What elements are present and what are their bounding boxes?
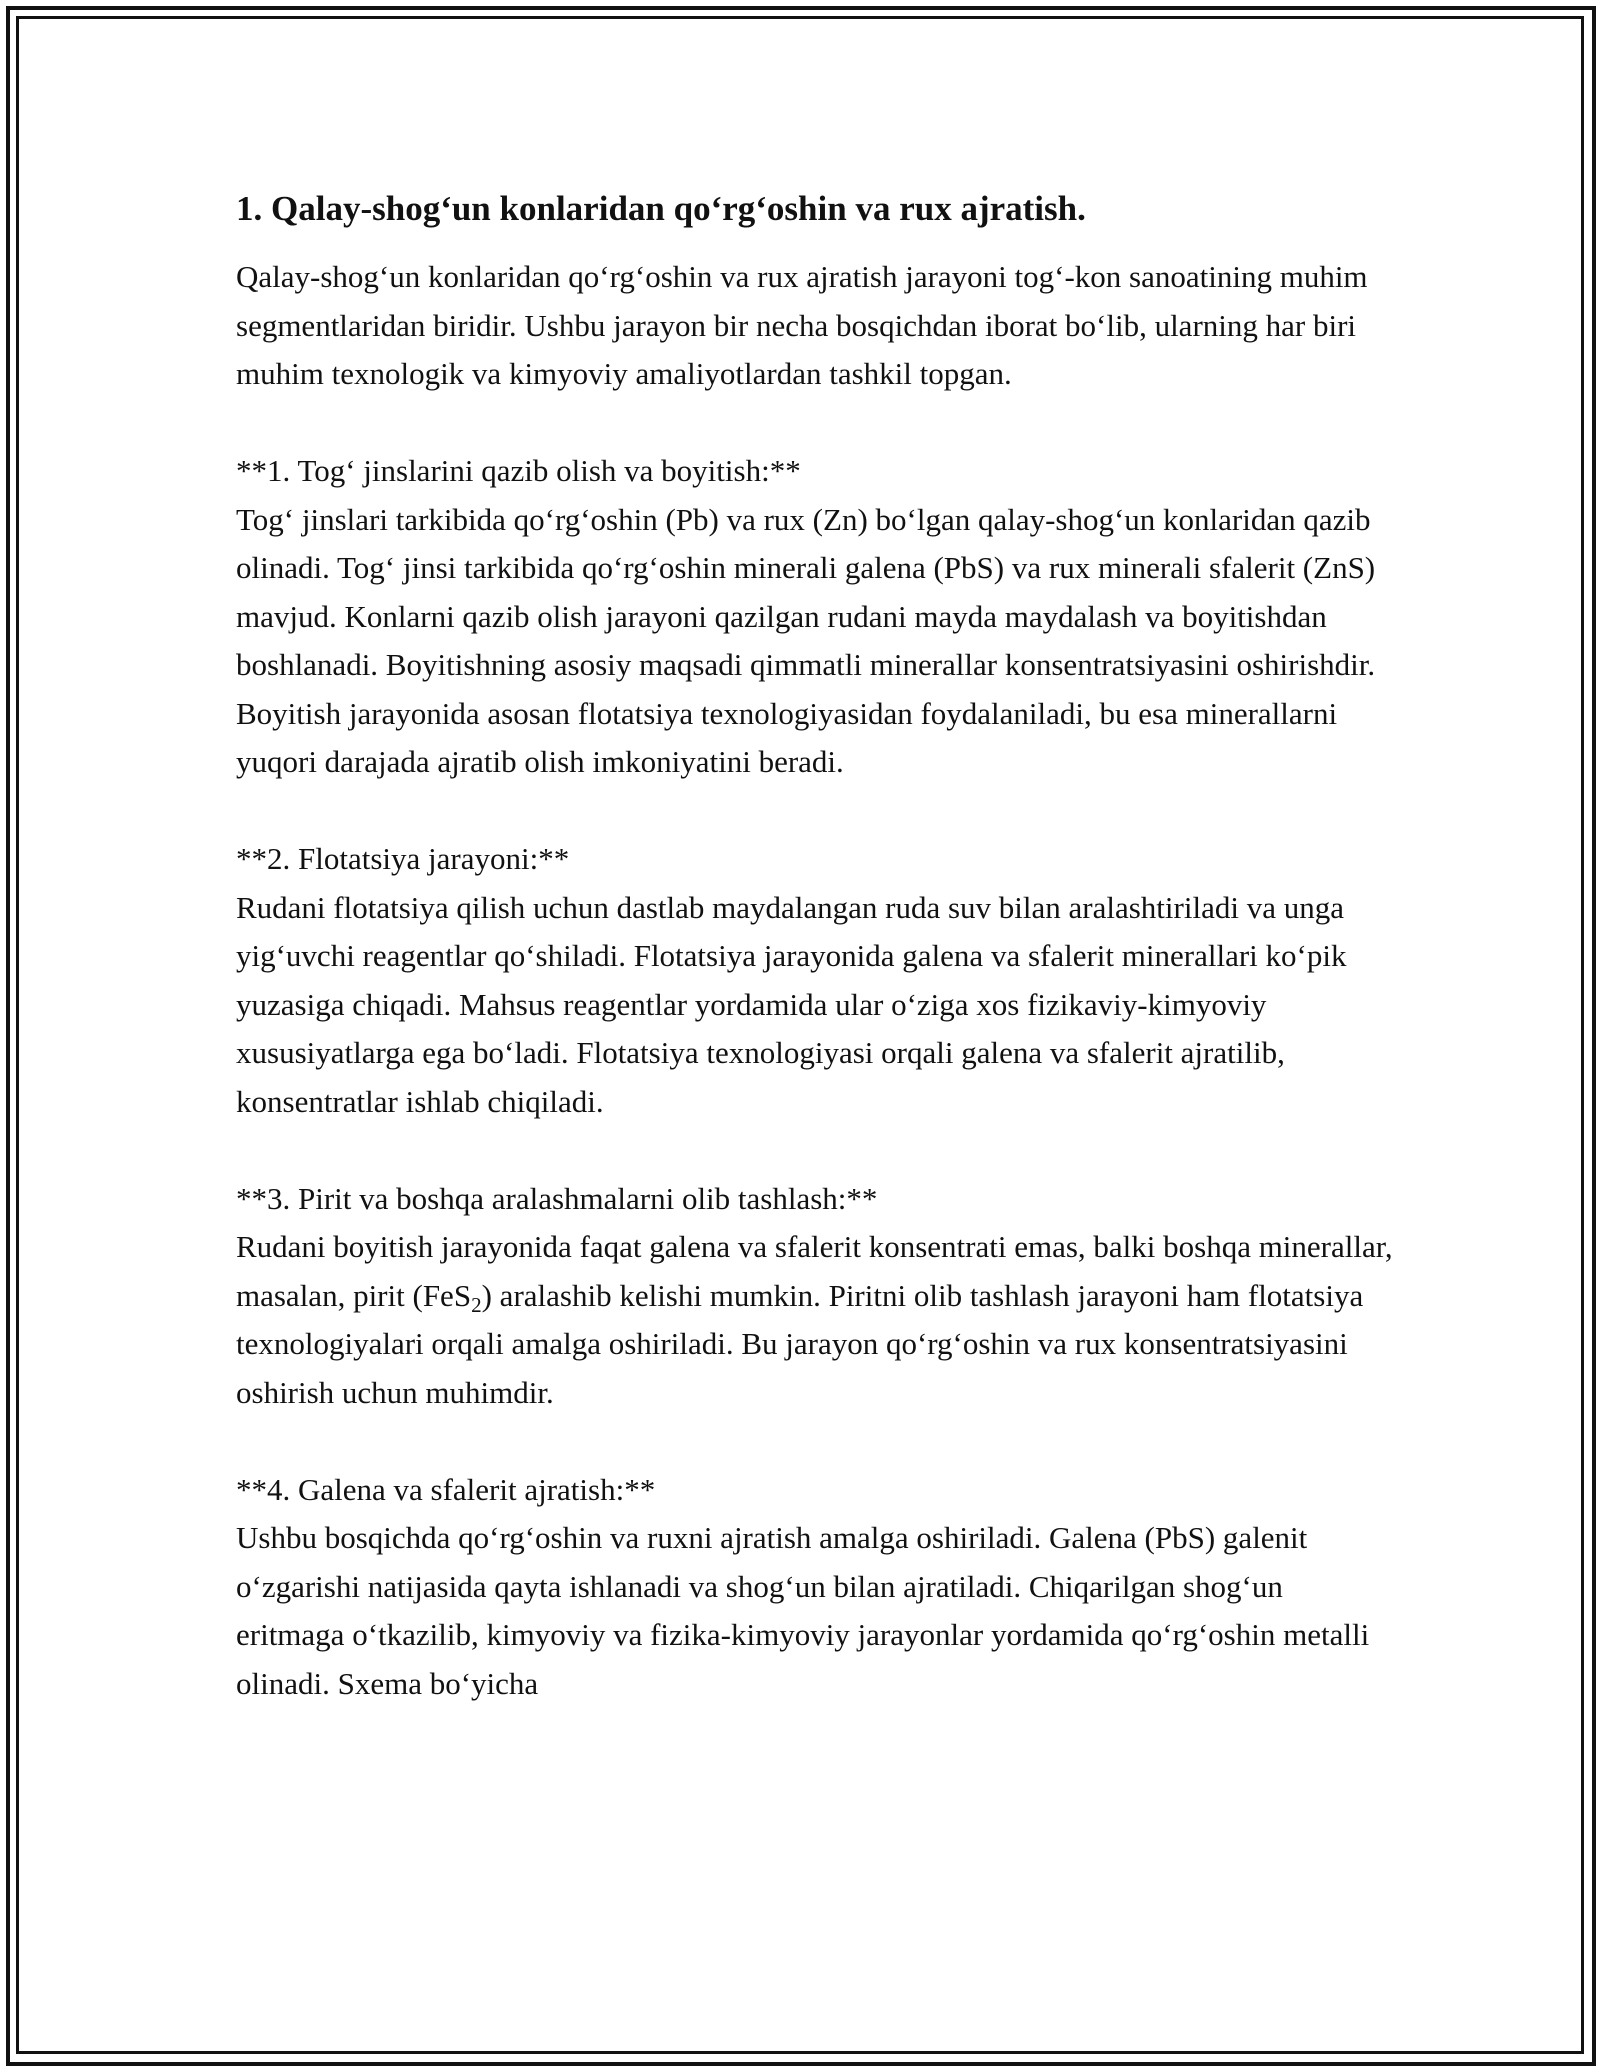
chemical-formula <box>422 1277 482 1317</box>
section-text: Tog‘ jinslari tarkibida qo‘rg‘oshin (Pb) va rux (Zn) bo‘lgan qalay-shog‘un konlaridan qazib olinadi. Tog‘ jinsi tarkibida qo‘rg‘oshin minerali galena (PbS) va rux minerali sfalerit (ZnS) mavjud. Konlarni qazib olish jarayoni qazilgan rudani mayda maydalash va boyitishdan boshlanadi. Boyitishning asosiy maqsadi qimmatli minerallar konsentratsiyasini oshirishdir. Boyitish jarayonida asosan flotatsiya texnologiyasidan foydalaniladi, bu esa minerallarni yuqori darajada ajratib olish imkoniyatini beradi. <box>236 501 1376 779</box>
section-text: Ushbu bosqichda qo‘rg‘oshin va ruxni ajratish amalga oshiriladi. Galena (PbS) galenit o‘zgarishi natijasida qayta ishlanadi va shog‘un bilan ajratiladi. Chiqarilgan shog‘un eritmaga o‘tkazilib, kimyoviy va fizika-kimyoviy jarayonlar yordamida qo‘rg‘oshin metalli olinadi. Sxema bo‘yicha <box>236 1520 1370 1701</box>
intro-paragraph: Qalay-shog‘un konlaridan qo‘rg‘oshin va rux ajratish jarayoni tog‘-kon sanoatining muhim segmentlaridan biridir. Ushbu jarayon bir necha bosqichdan iborat bo‘lib, ularning har biri muhim texnologik va kimyoviy amaliyotlardan tashkil topgan. <box>236 259 1368 391</box>
section-1 <box>236 447 1396 787</box>
document-body <box>236 185 1396 1708</box>
document-title: 1. Qalay-shog‘un konlaridan qo‘rg‘oshin va rux ajratish. <box>236 189 1086 228</box>
section-text: Rudani flotatsiya qilish uchun dastlab maydalangan ruda suv bilan aralashtiriladi va unga yig‘uvchi reagentlar qo‘shiladi. Flotatsiya jarayonida galena va sfalerit minerallari ko‘pik yuzasiga chiqadi. Mahsus reagentlar yordamida ular o‘ziga xos fizikaviy-kimyoviy xususiyatlarga ega bo‘ladi. Flotatsiya texnologiyasi orqali galena va sfalerit ajratilib, konsentratlar ishlab chiqiladi. <box>236 889 1347 1119</box>
section-heading: **2. Flotatsiya jarayoni:** <box>236 841 570 876</box>
section-heading: **3. Pirit va boshqa aralashmalarni olib tashlash:** <box>236 1180 878 1216</box>
formula-subscript: 2 <box>471 1292 482 1317</box>
section-text <box>236 1223 1396 1417</box>
section-3 <box>236 1175 1396 1418</box>
section-text-after-formula: ) aralashib kelishi mumkin. Piritni olib tashlash jarayoni ham flotatsiya texnologiyalari orqali amalga oshiriladi. Bu jarayon qo‘rg‘oshin va rux konsentratsiyasini oshirish uchun muhimdir. <box>236 1277 1364 1410</box>
section-heading: **4. Galena va sfalerit ajratish:** <box>236 1471 656 1507</box>
section-text-before-formula: Rudani boyitish jarayonida faqat galena va sfalerit konsentrati emas, balki boshqa minerallar, masalan, pirit ( <box>236 1229 1393 1313</box>
formula-base: FeS <box>422 1277 472 1313</box>
section-2 <box>236 835 1396 1126</box>
section-heading: **1. Tog‘ jinslarini qazib olish va boyitish:** <box>236 453 801 488</box>
section-4 <box>236 1466 1396 1709</box>
